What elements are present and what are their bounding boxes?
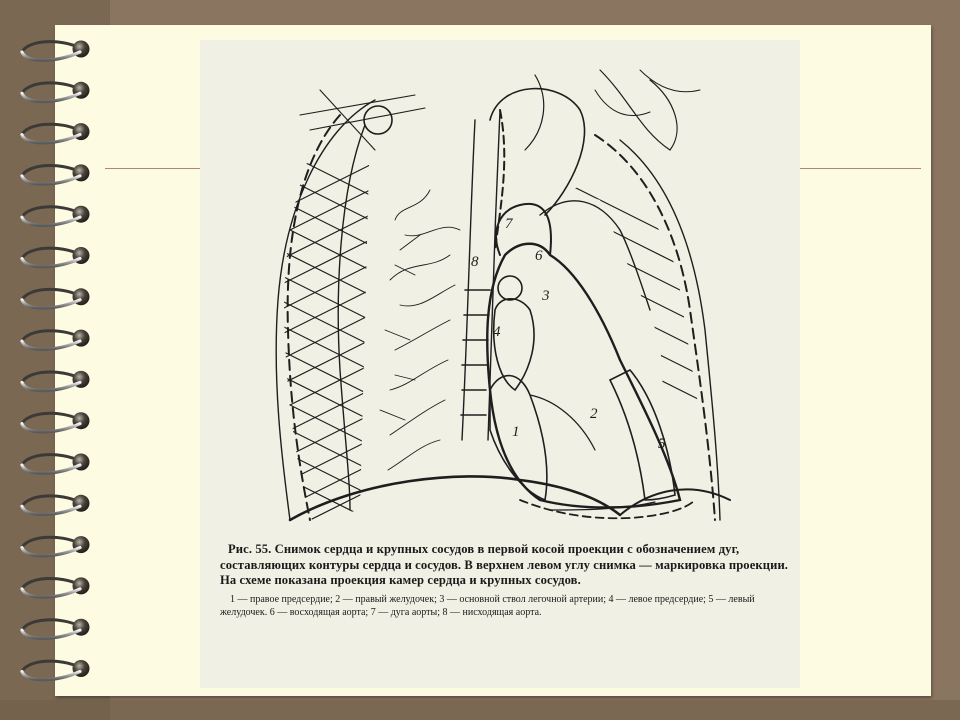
- label-8-descending-aorta: 8: [471, 254, 479, 270]
- horizontal-rule-right: [800, 168, 921, 169]
- label-7-aortic-arch: 7: [505, 216, 513, 232]
- anatomy-figure: [200, 40, 800, 688]
- label-6-ascending-aorta: 6: [535, 248, 543, 264]
- ribs-left-hatching: [560, 180, 720, 410]
- label-5-left-ventricle: 5: [658, 436, 666, 452]
- caption-legend-text: 1 — правое предсердие; 2 — правый желудочек; 3 — основной ствол легочной артерии; 4 — левое предсердие; 5 — левый желудочек. 6 — восходящая аорта; 7 — дуга аорты; 8 — нисходящая аорта.: [220, 593, 755, 618]
- heart-outline: [487, 244, 680, 508]
- frame-band-bottom: [0, 700, 960, 720]
- label-1-right-atrium: 1: [512, 424, 520, 440]
- diaphragm: [290, 476, 620, 520]
- label-2-right-ventricle: 2: [590, 406, 598, 422]
- chest-xray-diagram: [200, 40, 800, 540]
- horizontal-rule-left: [105, 168, 200, 169]
- pulmonary-trunk: [498, 276, 522, 300]
- lung-vessels: [380, 190, 460, 470]
- label-3-pulmonary-trunk: 3: [542, 288, 550, 304]
- caption-main-text: Рис. 55. Снимок сердца и крупных сосудов в первой косой проекции с обозначением дуг, составляющих контуры сердца и сосудов. В верхнем левом углу снимка — маркировка проекции. На схеме показана проекция камер сердца и крупных сосудов.: [220, 542, 789, 587]
- rib-cage-right-outline: [276, 100, 375, 520]
- left-ventricle: [610, 370, 675, 500]
- figure-caption: [220, 542, 790, 619]
- ribs-right-hatching: [260, 140, 400, 540]
- label-4-left-atrium: 4: [493, 324, 501, 340]
